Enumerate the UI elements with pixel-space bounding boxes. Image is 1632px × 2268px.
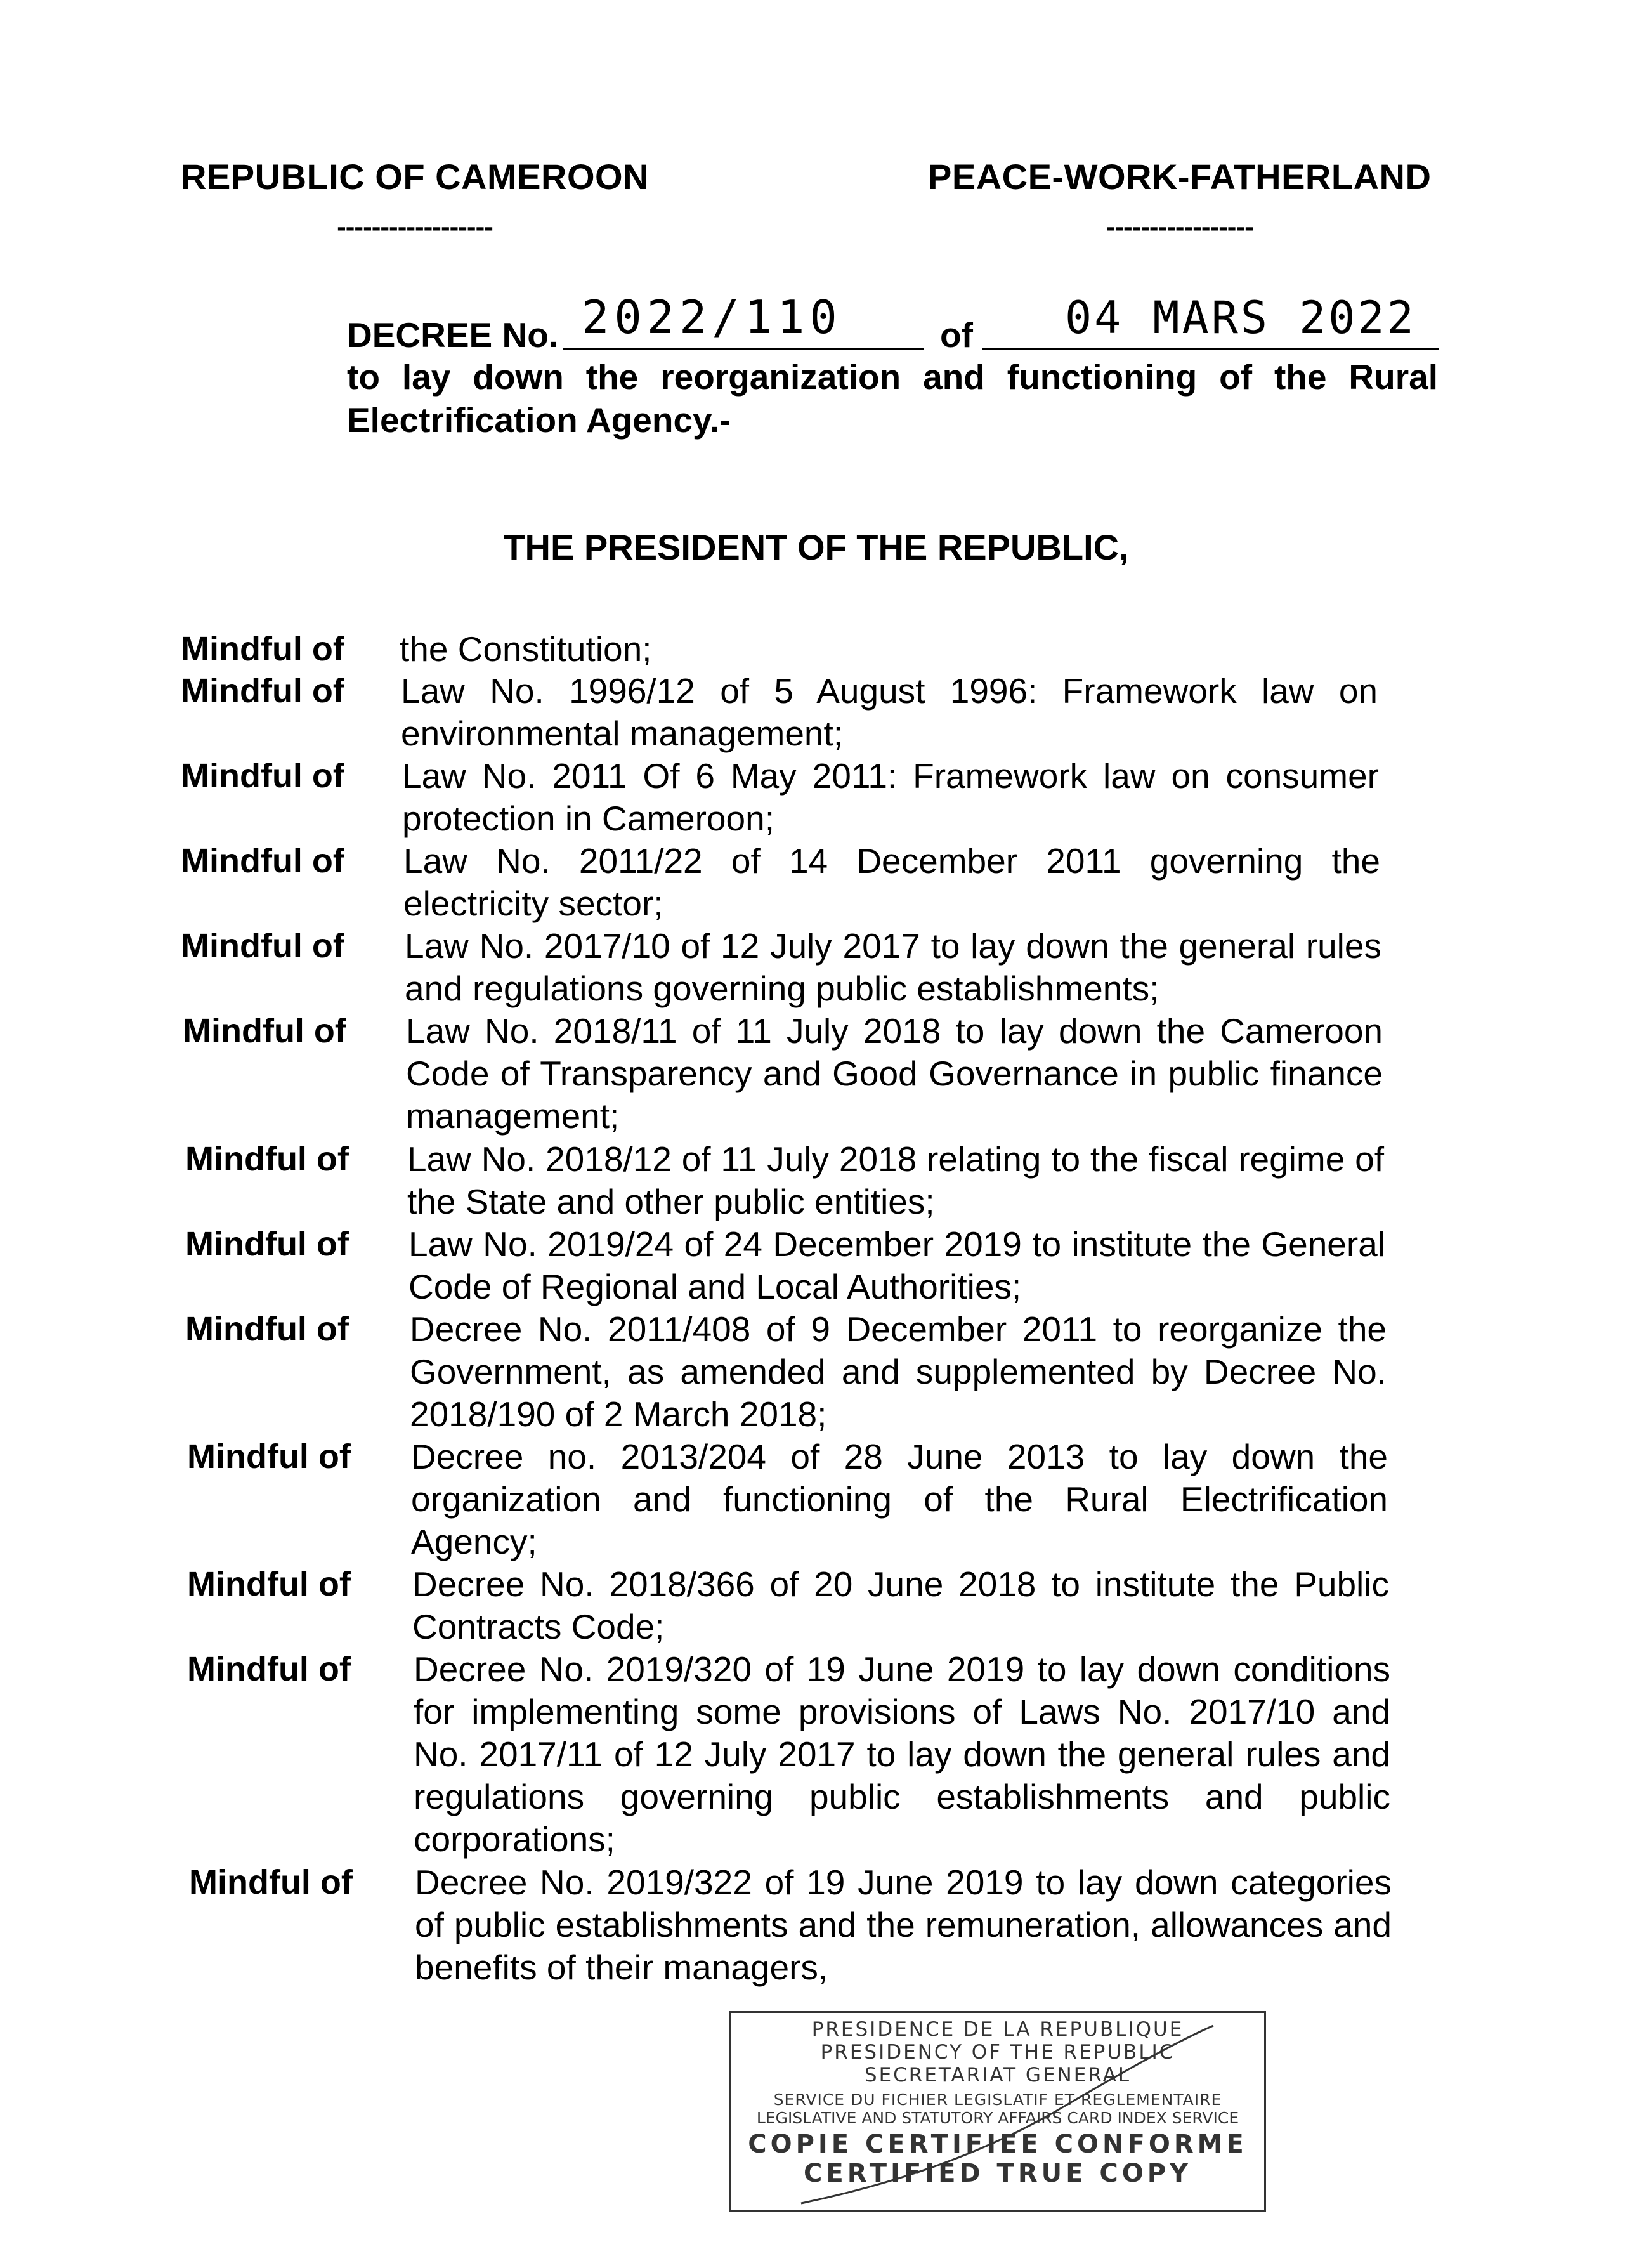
stamp-line-5: LEGISLATIVE AND STATUTORY AFFAIRS CARD INDEX SERVICE xyxy=(756,2109,1239,2127)
mindful-label: Mindful of xyxy=(185,1140,349,1178)
mindful-label: Mindful of xyxy=(183,1012,346,1050)
decree-subject: to lay down the reorganization and functioning of the Rural Electrification Agency.- xyxy=(347,357,1438,440)
republic-header xyxy=(181,156,649,243)
mindful-label: Mindful of xyxy=(185,1310,349,1348)
mindful-label: Mindful of xyxy=(181,842,344,880)
republic-title: REPUBLIC OF CAMEROON xyxy=(181,157,649,197)
mindful-label: Mindful of xyxy=(181,630,344,668)
mindful-label: Mindful of xyxy=(187,1565,351,1603)
mindful-label: Mindful of xyxy=(189,1863,353,1901)
stamp-line-1: PRESIDENCE DE LA REPUBLIQUE xyxy=(811,2018,1184,2041)
stamp-line-6: COPIE CERTIFIEE CONFORME xyxy=(748,2130,1248,2159)
motto-header xyxy=(928,156,1431,243)
president-heading: THE PRESIDENT OF THE REPUBLIC, xyxy=(503,527,1129,567)
mindful-text: Law No. 2011/22 of 14 December 2011 governing the electricity sector; xyxy=(403,841,1380,923)
mindful-text: Decree No. 2019/322 of 19 June 2019 to lay down categories of public establishments and the remuneration, allowances and benefits of their managers, xyxy=(415,1863,1392,1987)
stamp-line-7: CERTIFIED TRUE COPY xyxy=(804,2159,1192,2188)
stamp-signature-stroke xyxy=(731,2013,1264,2210)
mindful-label: Mindful of xyxy=(187,1438,351,1476)
stamp-line-3: SECRETARIAT GENERAL xyxy=(864,2064,1132,2087)
stamp-line-2: PRESIDENCY OF THE REPUBLIC xyxy=(820,2041,1175,2064)
mindful-text: Law No. 2011 Of 6 May 2011: Framework law on consumer protection in Cameroon; xyxy=(402,756,1379,838)
decree-number-field xyxy=(563,284,924,350)
mindful-text: Decree No. 2019/320 of 19 June 2019 to lay down conditions for implementing some provisions of Laws No. 2017/10 and No. 2017/11 of 12 July 2017 to lay down the general rules and regulations governing public establishments and public corporations; xyxy=(414,1649,1390,1859)
republic-dashes: ------------------ xyxy=(337,211,493,242)
mindful-text: Law No. 2017/10 of 12 July 2017 to lay down the general rules and regulations governing public establishments; xyxy=(405,926,1381,1008)
mindful-label: Mindful of xyxy=(181,757,344,795)
mindful-label: Mindful of xyxy=(181,927,344,965)
motto-title: PEACE-WORK-FATHERLAND xyxy=(928,157,1432,197)
decree-number: 2022/110 xyxy=(582,291,842,344)
of-label: of xyxy=(940,315,973,355)
mindful-text: Law No. 2019/24 of 24 December 2019 to institute the General Code of Regional and Local Authorities; xyxy=(408,1224,1385,1306)
decree-line xyxy=(347,285,1438,355)
mindful-text: Decree No. 2011/408 of 9 December 2011 to reorganize the Government, as amended and supplemented by Decree No. 2018/190 of 2 March 2018; xyxy=(410,1309,1387,1434)
mindful-label: Mindful of xyxy=(185,1225,349,1263)
mindful-text: Decree no. 2013/204 of 28 June 2013 to lay down the organization and functioning of the Rural Electrification Agency; xyxy=(411,1437,1388,1561)
stamp-line-4: SERVICE DU FICHIER LEGISLATIF ET REGLEMENTAIRE xyxy=(773,2090,1222,2109)
decree-label: DECREE No. xyxy=(347,315,559,355)
mindful-text: Law No. 1996/12 of 5 August 1996: Framework law on environmental management; xyxy=(401,671,1378,753)
certified-copy-stamp xyxy=(729,2011,1266,2212)
motto-dashes: ----------------- xyxy=(1106,211,1253,242)
mindful-text: Law No. 2018/11 of 11 July 2018 to lay down the Cameroon Code of Transparency and Good Governance in public finance management; xyxy=(406,1011,1383,1136)
decree-date-field xyxy=(982,284,1439,350)
mindful-text: the Constitution; xyxy=(400,629,652,669)
mindful-label: Mindful of xyxy=(187,1650,351,1688)
decree-date: 04 MARS 2022 xyxy=(1065,292,1416,344)
mindful-label: Mindful of xyxy=(181,672,344,710)
mindful-text: Law No. 2018/12 of 11 July 2018 relating to the fiscal regime of the State and other public entities; xyxy=(407,1139,1384,1221)
mindful-text: Decree No. 2018/366 of 20 June 2018 to institute the Public Contracts Code; xyxy=(412,1564,1389,1646)
